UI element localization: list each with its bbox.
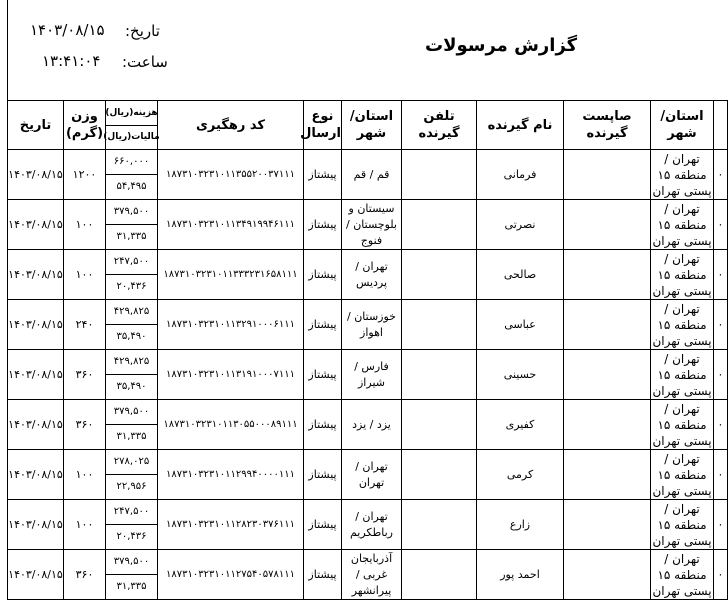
row-cost-value: ۲۴۷,۵۰۰ [106, 250, 157, 275]
row-weight: ۱۰۰ [64, 200, 106, 250]
row-phone [402, 200, 477, 250]
row-cost-value: ۴۲۹,۸۲۵ [106, 300, 157, 325]
row-cost [106, 250, 158, 300]
row-name: عباسی [477, 300, 564, 350]
table-row [8, 300, 728, 350]
row-origin: تهران / منطقه ۱۵ پستی تهران [652, 301, 712, 348]
row-cost [106, 400, 158, 450]
row-date: ۱۴۰۳/۰۸/۱۵ [8, 450, 64, 500]
col-cost [103, 101, 160, 150]
report-title: گزارش مرسولات [425, 35, 578, 56]
row-dest: تهران / تهران [342, 450, 402, 500]
row-date: ۱۴۰۳/۰۸/۱۵ [8, 200, 64, 250]
row-edge: ۰ [714, 150, 728, 200]
row-origin: تهران / منطقه ۱۵ پستی تهران [652, 501, 712, 548]
row-weight: ۲۴۰ [64, 300, 106, 350]
row-name: کرمی [477, 450, 564, 500]
row-cost-value: ۲۴۷,۵۰۰ [106, 500, 157, 525]
row-postcode [564, 300, 651, 350]
row-dest: یزد / یزد [342, 400, 402, 450]
row-tax-value: ۳۱,۳۳۵ [116, 231, 147, 242]
row-tracking-code: ۱۸۷۳۱۰۳۲۳۱۰۱۱۳۲۹۱۰۰۰۶۱۱۱ [158, 300, 304, 350]
row-ship-type: پیشتاز [304, 350, 342, 400]
row-cost [106, 500, 158, 550]
row-phone [402, 400, 477, 450]
row-tracking-code: ۱۸۷۳۱۰۳۲۳۱۰۱۱۳۳۳۲۳۱۶۵۸۱۱۱ [158, 250, 304, 300]
row-date: ۱۴۰۳/۰۸/۱۵ [8, 250, 64, 300]
row-cost [106, 350, 158, 400]
row-edge: ۰ [714, 300, 728, 350]
row-name: احمد پور [477, 550, 564, 600]
col-tax-label: مالیات(ریال) [103, 131, 160, 142]
table-row [8, 500, 728, 550]
row-origin: تهران / منطقه ۱۵ پستی تهران [652, 551, 712, 598]
row-edge: ۰ [714, 350, 728, 400]
row-postcode [564, 450, 651, 500]
row-date: ۱۴۰۳/۰۸/۱۵ [8, 350, 64, 400]
row-date: ۱۴۰۳/۰۸/۱۵ [8, 400, 64, 450]
row-name: نصرتی [477, 200, 564, 250]
row-edge: ۰ [714, 500, 728, 550]
col-ship-type: نوع ارسال [304, 101, 342, 150]
row-phone [402, 500, 477, 550]
row-cost-value: ۳۷۹,۵۰۰ [106, 550, 157, 575]
row-ship-type: پیشتاز [304, 300, 342, 350]
row-cost [106, 450, 158, 500]
col-phone: تلفن گیرنده [402, 101, 477, 150]
row-cost-value: ۶۶۰,۰۰۰ [106, 150, 157, 175]
row-edge: ۰ [714, 250, 728, 300]
table-row [8, 250, 728, 300]
col-origin: استان/ شهر [651, 101, 714, 150]
row-tracking-code: ۱۸۷۳۱۰۳۲۳۱۰۱۱۳۰۵۵۰۰۰۸۹۱۱۱ [158, 400, 304, 450]
row-weight: ۳۶۰ [64, 550, 106, 600]
table-row [8, 150, 728, 200]
row-phone [402, 450, 477, 500]
row-weight: ۳۶۰ [64, 400, 106, 450]
row-tracking-code: ۱۸۷۳۱۰۳۲۳۱۰۱۱۲۷۵۴۰۵۷۸۱۱۱ [158, 550, 304, 600]
table-row [8, 200, 728, 250]
row-name: زارع [477, 500, 564, 550]
row-edge: ۰ [714, 450, 728, 500]
row-dest: سیستان و بلوچستان / فنوج [342, 200, 402, 250]
row-phone [402, 250, 477, 300]
row-tax-value: ۲۰,۴۳۶ [116, 531, 147, 542]
row-tracking-code: ۱۸۷۳۱۰۳۲۳۱۰۱۱۳۵۵۲۰۰۳۷۱۱۱ [158, 150, 304, 200]
table-row [8, 400, 728, 450]
row-postcode [564, 200, 651, 250]
row-postcode [564, 400, 651, 450]
row-origin: تهران / منطقه ۱۵ پستی تهران [652, 251, 712, 298]
row-edge: ۰ [714, 550, 728, 600]
date-value: ۱۴۰۳/۰۸/۱۵ [30, 21, 105, 39]
row-cost [106, 200, 158, 250]
row-weight: ۱۰۰ [64, 500, 106, 550]
col-tracking: کد رهگیری [158, 101, 304, 150]
row-tax-value: ۳۵,۴۹۰ [116, 331, 147, 342]
col-date: تاریخ [8, 101, 64, 150]
row-dest: قم / قم [342, 150, 402, 200]
row-ship-type: پیشتاز [304, 500, 342, 550]
row-postcode [564, 550, 651, 600]
left-border-line [7, 0, 8, 100]
row-dest: خوزستان / اهواز [342, 300, 402, 350]
row-dest: فارس / شیراز [342, 350, 402, 400]
row-postcode [564, 250, 651, 300]
row-weight: ۳۶۰ [64, 350, 106, 400]
row-origin: تهران / منطقه ۱۵ پستی تهران [652, 401, 712, 448]
row-dest: تهران / رباطکریم [342, 500, 402, 550]
row-tax-value: ۲۰,۴۳۶ [116, 281, 147, 292]
row-weight: ۱۰۰ [64, 250, 106, 300]
shipments-table [7, 100, 728, 600]
row-tax-value: ۳۱,۳۳۵ [116, 581, 147, 592]
row-postcode [564, 500, 651, 550]
row-cost [106, 150, 158, 200]
time-label: ساعت: [122, 53, 168, 71]
row-postcode [564, 150, 651, 200]
col-dest: استان/ شهر [342, 101, 402, 150]
row-cost-value: ۲۷۸,۰۲۵ [106, 450, 157, 475]
row-tax-value: ۵۴,۴۹۵ [116, 181, 147, 192]
row-phone [402, 150, 477, 200]
row-tax-value: ۲۲,۹۵۶ [116, 481, 147, 492]
row-cost [106, 550, 158, 600]
row-weight: ۱۰۰ [64, 450, 106, 500]
row-date: ۱۴۰۳/۰۸/۱۵ [8, 150, 64, 200]
row-tracking-code: ۱۸۷۳۱۰۳۲۳۱۰۱۱۲۸۲۳۰۳۷۶۱۱۱ [158, 500, 304, 550]
row-edge: ۰ [714, 200, 728, 250]
row-postcode [564, 350, 651, 400]
table-row [8, 350, 728, 400]
row-tax-value: ۳۱,۳۳۵ [116, 431, 147, 442]
row-cost [106, 300, 158, 350]
row-origin: تهران / منطقه ۱۵ پستی تهران [652, 151, 712, 198]
row-name: حسینی [477, 350, 564, 400]
row-ship-type: پیشتاز [304, 150, 342, 200]
row-weight: ۱۲۰۰ [64, 150, 106, 200]
row-cost-value: ۴۲۹,۸۲۵ [106, 350, 157, 375]
row-tracking-code: ۱۸۷۳۱۰۳۲۳۱۰۱۱۳۴۹۱۹۹۴۶۱۱۱ [158, 200, 304, 250]
row-name: فرمانی [477, 150, 564, 200]
table-body [8, 150, 728, 600]
col-name: نام گیرنده [477, 101, 564, 150]
row-phone [402, 350, 477, 400]
col-edge [714, 101, 728, 150]
row-cost-value: ۳۷۹,۵۰۰ [106, 200, 157, 225]
table-row [8, 450, 728, 500]
row-origin: تهران / منطقه ۱۵ پستی تهران [652, 201, 712, 248]
row-ship-type: پیشتاز [304, 200, 342, 250]
row-ship-type: پیشتاز [304, 400, 342, 450]
row-ship-type: پیشتاز [304, 250, 342, 300]
row-ship-type: پیشتاز [304, 550, 342, 600]
row-dest: تهران / پردیس [342, 250, 402, 300]
row-date: ۱۴۰۳/۰۸/۱۵ [8, 550, 64, 600]
row-phone [402, 300, 477, 350]
time-value: ۱۳:۴۱:۰۴ [42, 52, 101, 70]
row-tax-value: ۳۵,۴۹۰ [116, 381, 147, 392]
row-date: ۱۴۰۳/۰۸/۱۵ [8, 500, 64, 550]
table-row [8, 550, 728, 600]
row-origin: تهران / منطقه ۱۵ پستی تهران [652, 451, 712, 498]
row-dest: آذربایجان غربی / پیرانشهر [342, 550, 402, 600]
row-name: کفیری [477, 400, 564, 450]
row-phone [402, 550, 477, 600]
row-cost-value: ۳۷۹,۵۰۰ [106, 400, 157, 425]
row-date: ۱۴۰۳/۰۸/۱۵ [8, 300, 64, 350]
row-edge: ۰ [714, 400, 728, 450]
col-postcode: صاپست گیرنده [564, 101, 651, 150]
row-name: صالحی [477, 250, 564, 300]
row-ship-type: پیشتاز [304, 450, 342, 500]
row-tracking-code: ۱۸۷۳۱۰۳۲۳۱۰۱۱۲۹۹۴۰۰۰۰۱۱۱ [158, 450, 304, 500]
row-tracking-code: ۱۸۷۳۱۰۳۲۳۱۰۱۱۳۱۹۱۰۰۰۷۱۱۱ [158, 350, 304, 400]
col-cost-label: هزینه(ریال) [106, 102, 157, 126]
row-origin: تهران / منطقه ۱۵ پستی تهران [652, 351, 712, 398]
col-weight: وزن (گرم) [64, 101, 106, 150]
date-label: تاریخ: [125, 22, 160, 40]
